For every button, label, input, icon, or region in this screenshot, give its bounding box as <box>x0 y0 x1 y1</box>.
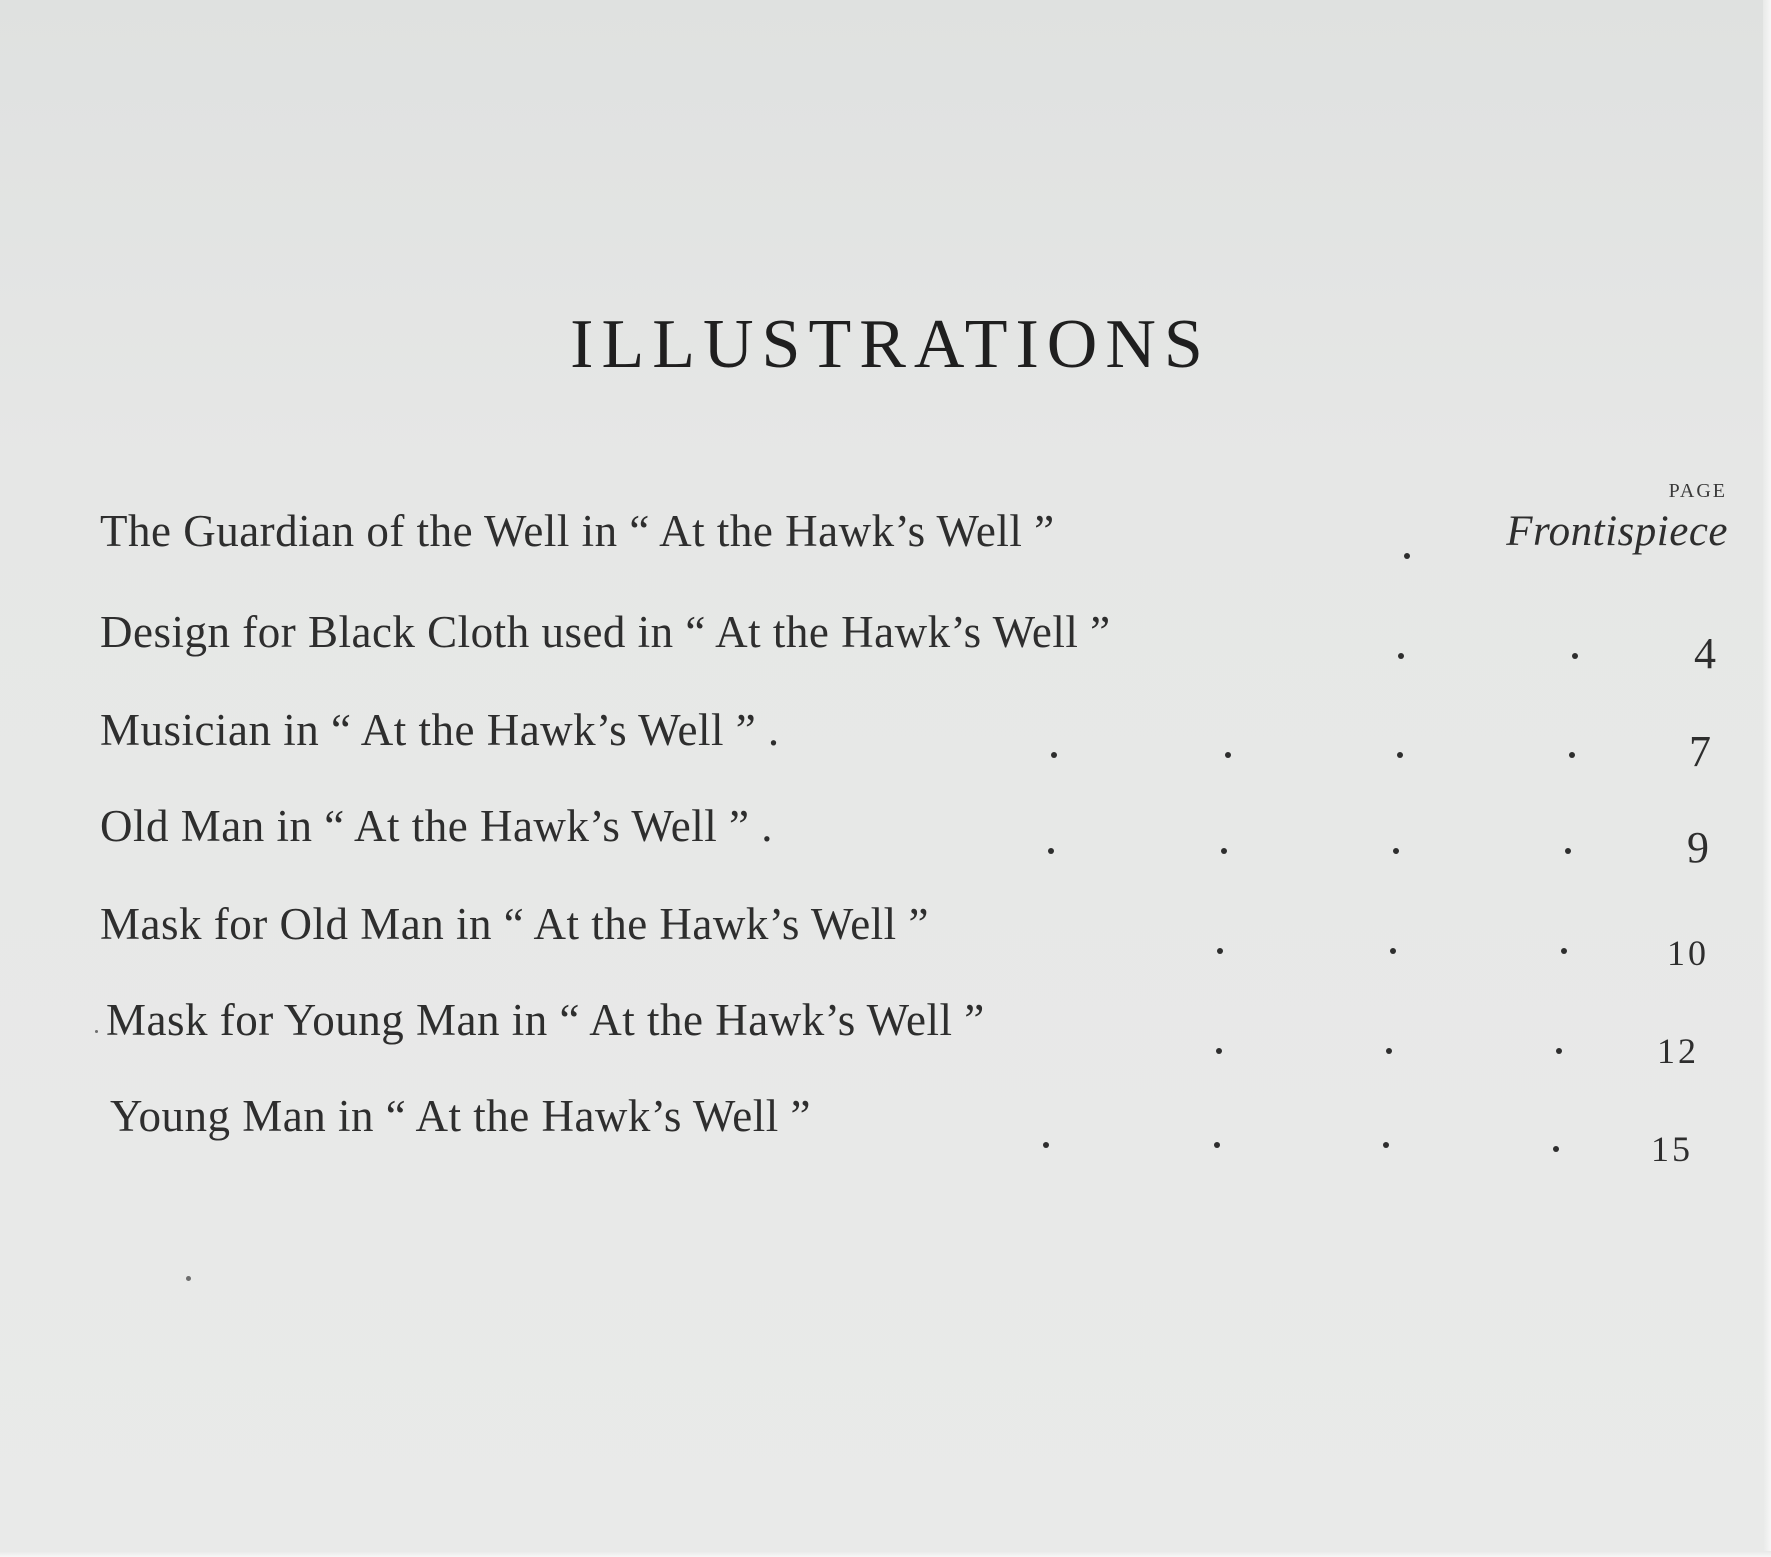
leader-dot <box>1383 1142 1389 1148</box>
illustration-title: The Guardian of the Well in “ At the Hawk’s Well ” <box>100 506 1055 556</box>
leader-dot <box>1393 848 1399 854</box>
list-item <box>0 1090 1771 1170</box>
leader-dot <box>1225 752 1231 758</box>
leader-dot <box>1048 848 1054 854</box>
paper-speck <box>95 1030 98 1033</box>
page-number: 7 <box>1689 727 1711 776</box>
leader-dot <box>1561 948 1567 954</box>
leader-dot <box>1051 752 1057 758</box>
list-item <box>0 898 1771 978</box>
illustration-title: Old Man in “ At the Hawk’s Well ” . <box>100 801 773 851</box>
list-item <box>0 704 1771 784</box>
illustration-title: Mask for Old Man in “ At the Hawk’s Well ” <box>100 899 929 949</box>
leader-dot <box>1553 1146 1559 1152</box>
page-edge-bottom <box>0 1551 1771 1557</box>
leader-dot <box>1043 1142 1049 1148</box>
leader-dot <box>1556 1048 1562 1054</box>
page-number: Frontispiece <box>1506 508 1728 555</box>
leader-dot <box>1386 1048 1392 1054</box>
leader-dot <box>1217 948 1223 954</box>
leader-dot <box>1390 948 1396 954</box>
list-item <box>0 606 1771 686</box>
paper-speck <box>186 1276 191 1281</box>
leader-dot <box>1572 653 1578 659</box>
leader-dot <box>1216 1048 1222 1054</box>
list-item <box>0 800 1771 880</box>
leader-dot <box>1398 653 1404 659</box>
page-number: 12 <box>1657 1031 1699 1071</box>
leader-dot <box>1397 752 1403 758</box>
list-item <box>0 505 1771 585</box>
list-item <box>0 994 1771 1074</box>
page-number: 15 <box>1651 1129 1693 1169</box>
leader-dot <box>1214 1142 1220 1148</box>
illustration-title: Musician in “ At the Hawk’s Well ” . <box>100 705 780 755</box>
illustration-title: Design for Black Cloth used in “ At the Hawk’s Well ” <box>100 607 1111 657</box>
page-number: 10 <box>1667 933 1709 973</box>
illustration-title: Mask for Young Man in “ At the Hawk’s Well ” <box>106 995 985 1045</box>
page-title: ILLUSTRATIONS <box>570 306 1211 383</box>
leader-dot <box>1565 848 1571 854</box>
page-number: 4 <box>1694 629 1716 678</box>
page-column-header: PAGE <box>1668 480 1727 502</box>
leader-dot <box>1404 553 1410 559</box>
leader-dot <box>1221 848 1227 854</box>
illustration-title: Young Man in “ At the Hawk’s Well ” <box>110 1091 811 1141</box>
page-number: 9 <box>1687 823 1709 872</box>
leader-dot <box>1569 752 1575 758</box>
